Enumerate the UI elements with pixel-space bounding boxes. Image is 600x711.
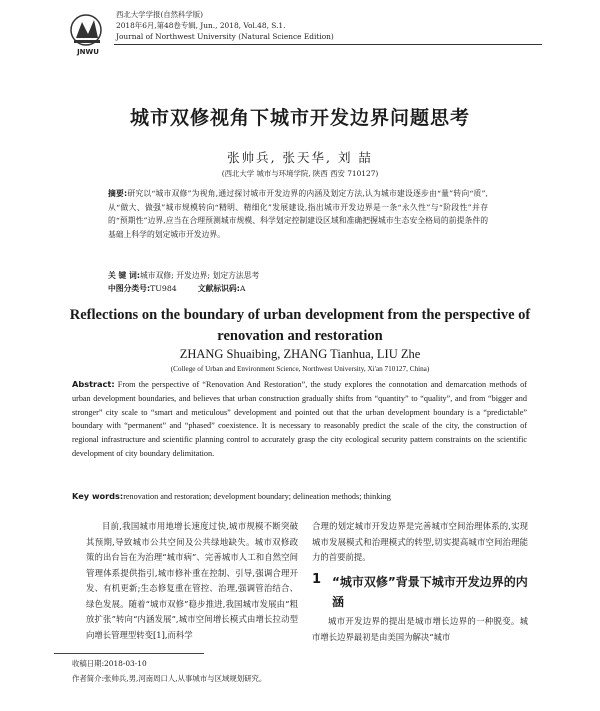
clc-value: TU984 <box>150 284 177 293</box>
keywords-en-text: renovation and restoration; development boundary; delineation methods; thinking <box>123 492 391 501</box>
abstract-cn-label: 摘要: <box>108 189 128 198</box>
section-title: “城市双修”背景下城市开发边界的内涵 <box>332 575 528 609</box>
header-rule <box>114 44 542 45</box>
body-left-column: 目前,我国城市用地增长速度过快,城市规模不断突破其预期,导致城市公共空间及公共绿地缺失。城市双修政策的出台旨在为治理“城市病”、完善城市人工和自然空间管理体系提供指引,城市修补重在控制、引导,强调合理开发、有机更新;生态修复重在管控、治理,强调管治结合、绿色发展。随着“城市双修”稳步推进,我国城市发展由“粗放扩张”转向“内涵发展”,城市空间增长模式由增长拉动型向增长管理型转变[1],而科学 <box>86 521 298 640</box>
affiliation-cn: (西北大学 城市与环境学院, 陕西 西安 710127) <box>221 169 379 178</box>
body-right-column-continued: 城市开发边界的提出是城市增长边界的一种脱变。城市增长边界最初是由美国为解决“城市 <box>312 616 528 642</box>
abstract-en <box>72 378 527 461</box>
footnote-rule <box>54 653 204 654</box>
journal-header <box>116 9 334 42</box>
abstract-cn <box>108 187 488 241</box>
journal-name-en: Journal of Northwest University (Natural Science Edition) <box>116 32 334 41</box>
received-date: 收稿日期:2018-03-10 <box>72 659 147 668</box>
journal-logo <box>66 12 110 56</box>
keywords-en <box>72 490 527 504</box>
doc-code-label: 文献标识码: <box>197 284 240 293</box>
section-number: 1 <box>312 572 322 587</box>
paper-title-en: Reflections on the boundary of urban development from the perspective of renovation and restoration <box>69 307 531 344</box>
section-heading <box>312 572 528 612</box>
affiliation-en: (College of Urban and Environment Science, Northwest University, Xi'an 710127, China) <box>170 365 430 373</box>
logo-text: JNWU <box>77 48 99 56</box>
keywords-cn <box>108 269 488 283</box>
journal-name-cn: 西北大学学报(自然科学版) <box>116 10 204 19</box>
abstract-cn-text: 研究以“城市双修”为视角,通过探讨城市开发边界的内涵及划定方法,认为城市建设逐步由“量”转向“质”,从“做大、做强”城市规模转向“精明、精细化”发展建设,指出城市开发边界是一条“永久性”与“阶段性”并存的“预期性”边界,应当在合理预测城市规模、科学划定控制建设区域和准确把握城市生态安全格局的前提条件的基础上科学的划定城市开发边界。 <box>108 189 488 239</box>
paper-title-cn: 城市双修视角下城市开发边界问题思考 <box>129 107 470 129</box>
keywords-en-label: Key words: <box>72 491 124 501</box>
keywords-cn-label: 关 键 词: <box>108 271 140 280</box>
author-bio: 作者简介:张帅兵,男,河南周口人,从事城市与区域规划研究。 <box>72 674 267 683</box>
abstract-en-text: From the perspective of “Renovation And Restoration”, the study explores the connotation and demarcation methods of urban development boundaries, and believes that urban construction gradually shifts from “quantity” to “quality”, and from “bigger and stronger” city scale to “smart and meticulous” development and pointed out that the urban development boundary is a “predictable” boundary with “permanent” and “phased” coexistence. It is necessary to reasonably predict the scale of the city, the construction of regional infrastructure and scientific planning control to accurately grasp the city ecological security pattern constraints on the scientific development of city boundary delimitation. <box>72 380 528 458</box>
issue-line: 2018年6月,第48卷专辑, Jun., 2018, Vol.48, S.1. <box>116 21 286 30</box>
doc-code-value: A <box>239 284 246 293</box>
keywords-cn-text: 城市双修; 开发边界; 划定方法思考 <box>139 271 260 280</box>
abstract-en-label: Abstract: <box>72 379 115 389</box>
clc-label: 中图分类号: <box>108 284 151 293</box>
authors-cn: 张帅兵, 张天华, 刘 喆 <box>227 150 373 165</box>
authors-en: ZHANG Shuaibing, ZHANG Tianhua, LIU Zhe <box>179 347 421 361</box>
classification-line <box>108 282 488 296</box>
body-right-column: 合理的划定城市开发边界是完善城市空间治理体系的,实现城市发展模式和治理模式的转型,切实提高城市空间治理能力的首要前提。 <box>312 521 528 562</box>
